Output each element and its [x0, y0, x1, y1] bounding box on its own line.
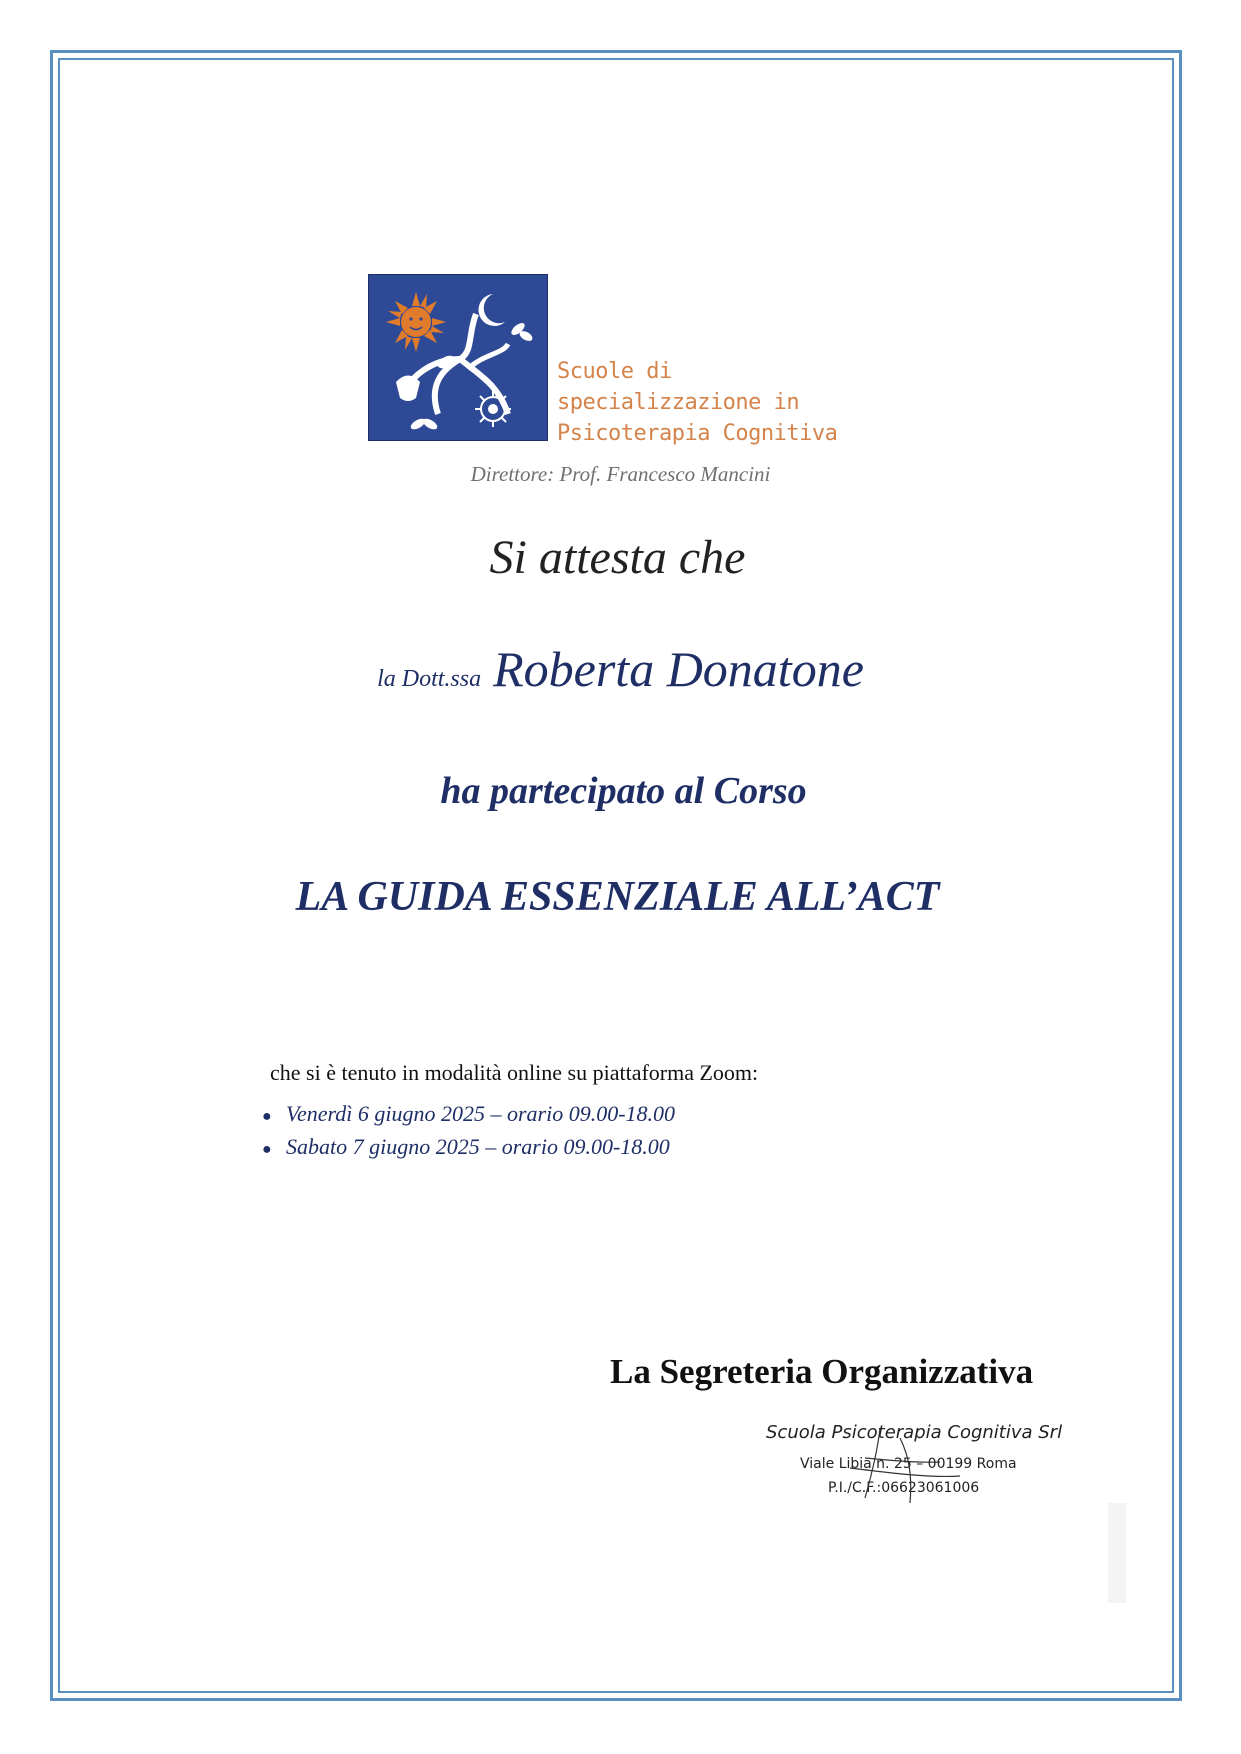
stamp-vat: P.I./C.F.:06623061006	[828, 1480, 980, 1496]
school-logo-icon	[368, 274, 548, 441]
certificate-heading	[0, 530, 1241, 585]
participation-line	[0, 769, 1241, 813]
date-text: Venerdì 6 giugno 2025 – orario 09.00-18.00	[286, 1101, 676, 1126]
course-intro: che si è tenuto in modalità online su piattaforma Zoom:	[270, 1060, 759, 1085]
director-text: Direttore: Prof. Francesco Mancini	[470, 462, 771, 486]
course-title	[0, 873, 1241, 921]
course-dates-list	[262, 1097, 675, 1163]
date-text: Sabato 7 giugno 2025 – orario 09.00-18.00	[286, 1134, 670, 1159]
logo-line-1: Scuole di	[557, 359, 672, 384]
list-item	[262, 1097, 675, 1130]
heading-text: Si attesta che	[489, 531, 746, 584]
handwritten-signature-icon	[760, 1418, 1063, 1518]
signature-title: La Segreteria Organizzativa	[610, 1352, 1034, 1391]
recipient-line	[0, 640, 1241, 698]
scan-mark	[1108, 1503, 1126, 1603]
company-stamp	[760, 1418, 1063, 1518]
logo-wordmark	[557, 356, 837, 449]
recipient-name: Roberta Donatone	[493, 641, 864, 697]
bullet-icon: ●	[262, 1108, 272, 1125]
stamp-address: Viale Libia n. 25 – 00199 Roma	[800, 1456, 1017, 1472]
director-line	[0, 462, 1241, 487]
course-title-text: LA GUIDA ESSENZIALE ALL’ACT	[295, 874, 940, 920]
logo-line-2: specializzazione in	[557, 390, 800, 415]
bullet-icon: ●	[262, 1141, 272, 1158]
participation-text: ha partecipato al Corso	[440, 770, 807, 812]
stamp-company: Scuola Psicoterapia Cognitiva Srl	[766, 1422, 1063, 1443]
recipient-prefix: la Dott.ssa	[377, 666, 482, 692]
list-item	[262, 1130, 675, 1163]
logo-line-3: Psicoterapia Cognitiva	[557, 421, 838, 446]
